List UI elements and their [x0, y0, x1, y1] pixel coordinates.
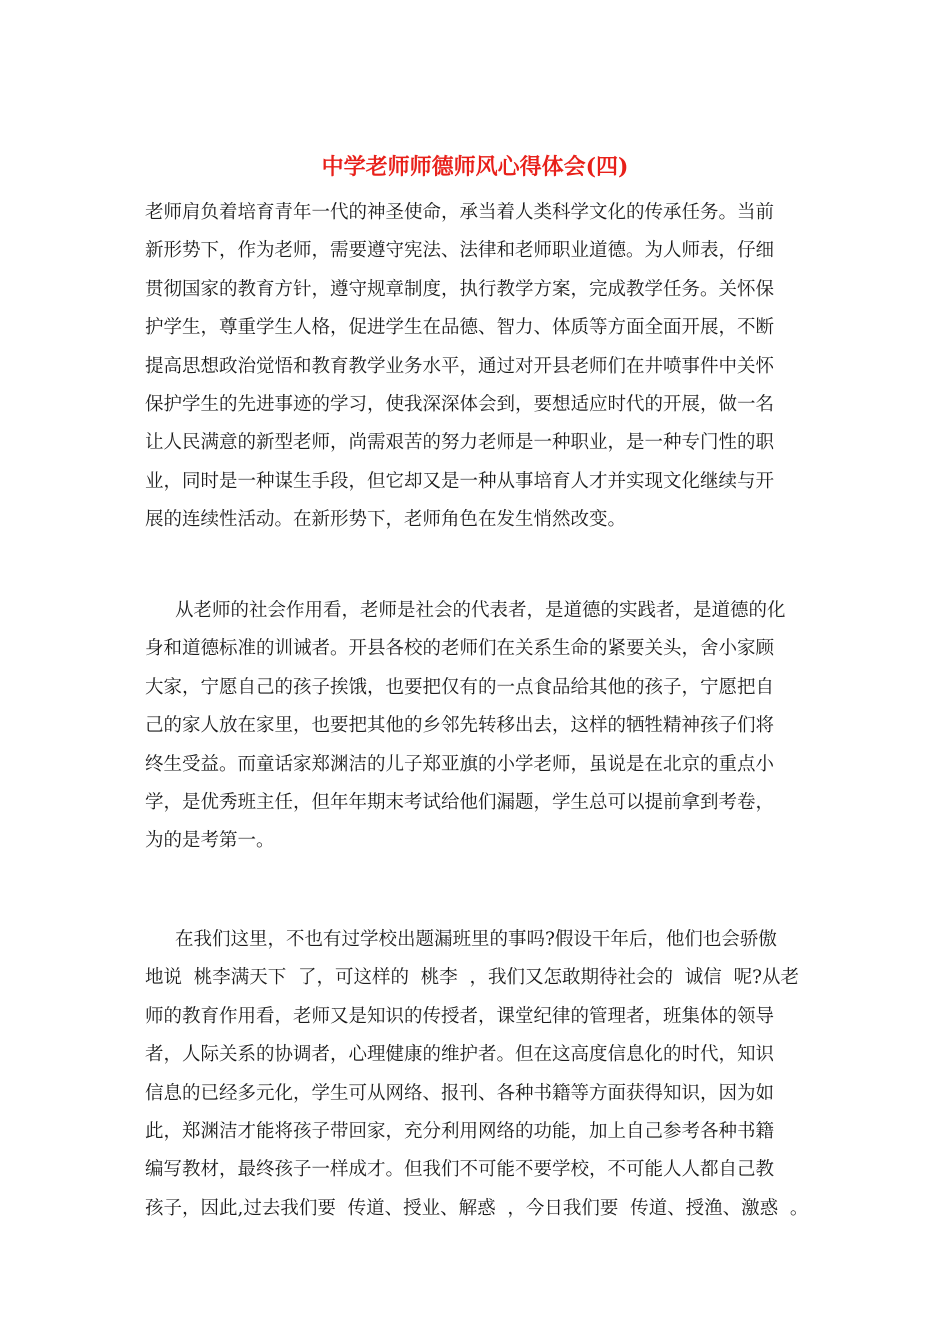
text-line: 从老师的社会作用看，老师是社会的代表者，是道德的实践者，是道德的化: [175, 600, 786, 621]
text-line: 为的是考第一。: [145, 830, 275, 852]
text-line: 者，人际关系的协调者，心理健康的维护者。但在这高度信息化的时代，知识: [145, 1044, 775, 1066]
text-line: 大家，宁愿自己的孩子挨饿，也要把仅有的一点食品给其他的孩子，宁愿把自: [145, 676, 775, 698]
document-title: 中学老师师德师风心得体会(四): [321, 154, 629, 180]
text-line: 护学生，尊重学生人格，促进学生在品德、智力、体质等方面全面开展，不断: [145, 317, 775, 339]
text-line: 学，是优秀班主任，但年年期末考试给他们漏题，学生总可以提前拿到考卷，: [145, 791, 775, 813]
text-line: 信息的已经多元化，学生可从网络、报刊、各种书籍等方面获得知识，因为如: [145, 1082, 775, 1104]
text-line: 师的教育作用看，老师又是知识的传授者，课堂纪律的管理者，班集体的领导: [145, 1005, 775, 1027]
text-line: 展的连续性活动。在新形势下，老师角色在发生悄然改变。: [145, 509, 627, 531]
text-line: 贯彻国家的教育方针，遵守规章制度，执行教学方案，完成教学任务。关怀保: [145, 278, 775, 300]
text-line: 让人民满意的新型老师，尚需艰苦的努力老师是一种职业，是一种专门性的职: [145, 432, 775, 454]
text-line: 保护学生的先进事迹的学习，使我深深体会到，要想适应时代的开展，做一名: [145, 393, 775, 415]
text-line: 编写教材，最终孩子一样成才。但我们不可能不要学校，不可能人人都自己教: [145, 1159, 775, 1181]
text-line: 地说 桃李满天下 了，可这样的 桃李 ，我们又怎敢期待社会的 诚信 呢?从老: [145, 967, 799, 989]
paragraph-2: [145, 592, 810, 861]
text-line: 业，同时是一种谋生手段，但它却又是一种从事培育人才并实现文化继续与开: [145, 470, 775, 492]
text-line: 老师肩负着培育青年一代的神圣使命，承当着人类科学文化的传承任务。当前: [145, 202, 775, 223]
paragraph-3: [145, 921, 810, 1228]
text-line: 在我们这里，不也有过学校出题漏班里的事吗?假设干年后，他们也会骄傲: [175, 929, 777, 950]
paragraph-1: [145, 194, 810, 540]
text-line: 提高思想政治觉悟和教育教学业务水平，通过对开县老师们在井喷事件中关怀: [145, 355, 775, 377]
text-line: 孩子，因此,过去我们要 传道、授业、解惑 ，今日我们要 传道、授渔、激惑 。: [145, 1197, 809, 1219]
text-line: 己的家人放在家里，也要把其他的乡邻先转移出去，这样的牺牲精神孩子们将: [145, 715, 775, 737]
text-line: 终生受益。而童话家郑渊洁的儿子郑亚旗的小学老师，虽说是在北京的重点小: [145, 753, 775, 775]
text-line: 此，郑渊洁才能将孩子带回家，充分利用网络的功能，加上自己参考各种书籍: [145, 1120, 775, 1142]
text-line: 身和道德标准的训诫者。开县各校的老师们在关系生命的紧要关头，舍小家顾: [145, 638, 775, 660]
text-line: 新形势下，作为老师，需要遵守宪法、法律和老师职业道德。为人师表，仔细: [145, 240, 775, 262]
